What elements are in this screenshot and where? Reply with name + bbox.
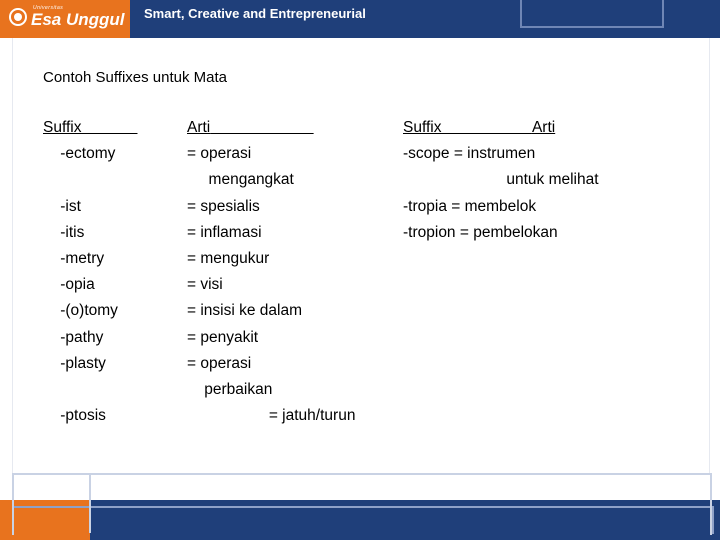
- list-item: = visi: [187, 276, 223, 294]
- list-item: = penyakit: [187, 328, 259, 346]
- arti-header: Arti: [187, 119, 211, 136]
- list-item: mengangkat: [208, 171, 294, 189]
- footer-frame-line: [710, 473, 712, 535]
- list-item: = operasi: [187, 145, 252, 163]
- suffix-column: [43, 115, 137, 429]
- list-item: = inflamasi: [187, 223, 262, 241]
- footer-frame-line: [12, 473, 14, 535]
- list-item: -ectomy: [60, 145, 116, 163]
- list-item: = mengukur: [187, 249, 270, 267]
- list-item: -(o)tomy: [60, 302, 118, 320]
- side-divider: [709, 38, 710, 473]
- list-item: = spesialis: [187, 197, 260, 215]
- list-item: perbaikan: [204, 380, 273, 398]
- footer-divider: [89, 475, 91, 533]
- list-item: -ptosis: [60, 407, 106, 425]
- footer-frame-decoration: [12, 506, 714, 534]
- list-item: untuk melihat: [506, 171, 599, 189]
- logo-name: Esa Unggul: [31, 10, 125, 29]
- slide-title: Contoh Suffixes untuk Mata: [43, 69, 227, 86]
- list-item: -metry: [60, 249, 105, 267]
- list-item: = jatuh/turun: [268, 407, 356, 425]
- list-item: -ist: [60, 197, 81, 215]
- header-frame-decoration: [520, 0, 664, 28]
- header-bar: [0, 0, 720, 38]
- meaning-column: [187, 115, 355, 429]
- list-item: -opia: [60, 276, 95, 294]
- list-item: -tropia = membelok: [403, 197, 537, 215]
- right-header: Suffix Arti: [403, 119, 556, 136]
- list-item: = operasi: [187, 354, 252, 372]
- side-divider: [12, 38, 13, 473]
- logo-small-text: Universitas: [33, 5, 64, 11]
- suffix-header: Suffix: [43, 119, 82, 136]
- list-item: [43, 377, 137, 403]
- logo-emblem-icon: [9, 8, 27, 26]
- right-column: [403, 115, 599, 246]
- list-item: [43, 167, 137, 193]
- list-item: = insisi ke dalam: [187, 302, 303, 320]
- tagline: Smart, Creative and Entrepreneurial: [144, 6, 366, 21]
- list-item: -plasty: [60, 354, 106, 372]
- list-item: -scope = instrumen: [403, 145, 536, 163]
- list-item: -pathy: [60, 328, 104, 346]
- list-item: -itis: [60, 223, 85, 241]
- list-item: -tropion = pembelokan: [403, 223, 558, 241]
- brand-logo-box: [0, 0, 130, 38]
- footer-frame-line: [12, 473, 712, 475]
